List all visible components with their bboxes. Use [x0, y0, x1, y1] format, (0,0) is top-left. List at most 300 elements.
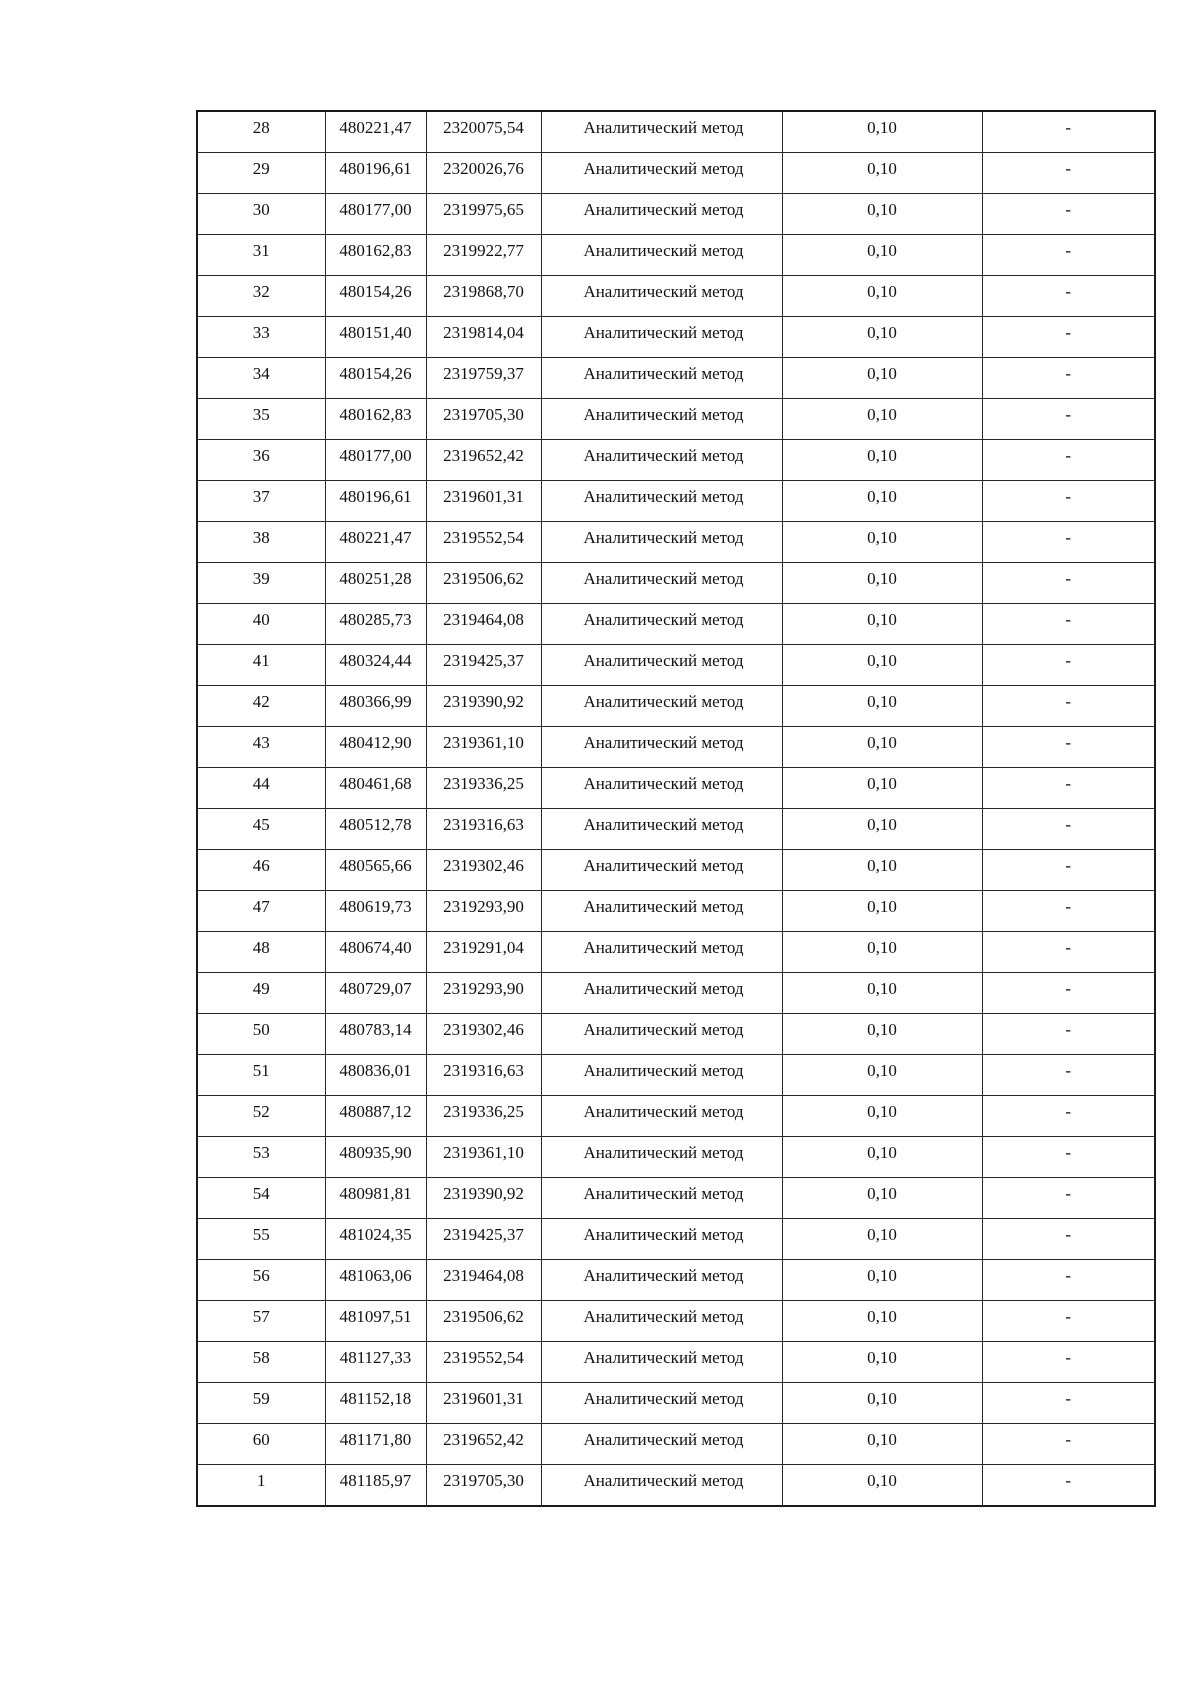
accuracy-cell [782, 891, 982, 932]
y-coordinate-cell-text: 2319390,92 [443, 1184, 524, 1203]
note-cell-text: - [1065, 897, 1072, 916]
table-row [197, 1424, 1155, 1465]
point-number-cell [197, 399, 325, 440]
x-coordinate-cell-text: 481127,33 [339, 1348, 412, 1367]
point-number-cell-text: 43 [252, 733, 270, 752]
y-coordinate-cell [426, 1260, 541, 1301]
method-cell-text: Аналитический метод [583, 610, 744, 629]
method-cell [541, 645, 782, 686]
method-cell [541, 1055, 782, 1096]
note-cell [982, 235, 1155, 276]
note-cell-text: - [1065, 1184, 1072, 1203]
point-number-cell [197, 481, 325, 522]
table-row [197, 686, 1155, 727]
accuracy-cell-text: 0,10 [867, 1143, 897, 1162]
method-cell-text: Аналитический метод [583, 856, 744, 875]
note-cell [982, 809, 1155, 850]
method-cell-text: Аналитический метод [583, 1430, 744, 1449]
x-coordinate-cell-text: 480783,14 [339, 1020, 412, 1039]
y-coordinate-cell-text: 2319922,77 [443, 241, 524, 260]
x-coordinate-cell [325, 1014, 426, 1055]
y-coordinate-cell [426, 440, 541, 481]
accuracy-cell-text: 0,10 [867, 528, 897, 547]
x-coordinate-cell-text: 480729,07 [339, 979, 412, 998]
table-row [197, 1301, 1155, 1342]
y-coordinate-cell-text: 2319506,62 [443, 569, 524, 588]
accuracy-cell-text: 0,10 [867, 733, 897, 752]
x-coordinate-cell [325, 891, 426, 932]
method-cell [541, 194, 782, 235]
accuracy-cell [782, 768, 982, 809]
x-coordinate-cell-text: 480162,83 [339, 241, 412, 260]
x-coordinate-cell [325, 440, 426, 481]
note-cell-text: - [1065, 651, 1072, 670]
note-cell [982, 891, 1155, 932]
method-cell [541, 317, 782, 358]
table-row [197, 563, 1155, 604]
y-coordinate-cell [426, 317, 541, 358]
x-coordinate-cell [325, 604, 426, 645]
y-coordinate-cell-text: 2319464,08 [443, 610, 524, 629]
method-cell-text: Аналитический метод [583, 364, 744, 383]
y-coordinate-cell-text: 2319552,54 [443, 528, 524, 547]
y-coordinate-cell-text: 2319302,46 [443, 856, 524, 875]
note-cell [982, 111, 1155, 153]
x-coordinate-cell-text: 480177,00 [339, 446, 412, 465]
y-coordinate-cell [426, 1219, 541, 1260]
y-coordinate-cell [426, 1342, 541, 1383]
point-number-cell-text: 55 [252, 1225, 270, 1244]
y-coordinate-cell-text: 2319759,37 [443, 364, 524, 383]
x-coordinate-cell-text: 480836,01 [339, 1061, 412, 1080]
note-cell [982, 1137, 1155, 1178]
x-coordinate-cell [325, 235, 426, 276]
method-cell-text: Аналитический метод [583, 200, 744, 219]
point-number-cell [197, 645, 325, 686]
table-row [197, 194, 1155, 235]
note-cell-text: - [1065, 1266, 1072, 1285]
accuracy-cell-text: 0,10 [867, 569, 897, 588]
accuracy-cell [782, 932, 982, 973]
point-number-cell [197, 973, 325, 1014]
table-row [197, 1383, 1155, 1424]
point-number-cell [197, 1260, 325, 1301]
note-cell-text: - [1065, 200, 1072, 219]
y-coordinate-cell-text: 2319601,31 [443, 1389, 524, 1408]
note-cell [982, 1301, 1155, 1342]
x-coordinate-cell-text: 480285,73 [339, 610, 412, 629]
point-number-cell-text: 52 [252, 1102, 270, 1121]
note-cell-text: - [1065, 282, 1072, 301]
y-coordinate-cell-text: 2320075,54 [443, 118, 524, 137]
accuracy-cell-text: 0,10 [867, 856, 897, 875]
method-cell [541, 1383, 782, 1424]
method-cell-text: Аналитический метод [583, 1184, 744, 1203]
point-number-cell-text: 59 [252, 1389, 270, 1408]
method-cell-text: Аналитический метод [583, 118, 744, 137]
method-cell-text: Аналитический метод [583, 282, 744, 301]
note-cell-text: - [1065, 856, 1072, 875]
note-cell [982, 1342, 1155, 1383]
accuracy-cell-text: 0,10 [867, 651, 897, 670]
table-row [197, 1096, 1155, 1137]
note-cell [982, 973, 1155, 1014]
table-row [197, 850, 1155, 891]
note-cell-text: - [1065, 1471, 1072, 1490]
x-coordinate-cell [325, 563, 426, 604]
point-number-cell [197, 1342, 325, 1383]
note-cell [982, 317, 1155, 358]
point-number-cell-text: 29 [252, 159, 270, 178]
note-cell-text: - [1065, 1225, 1072, 1244]
method-cell-text: Аналитический метод [583, 241, 744, 260]
y-coordinate-cell-text: 2319814,04 [443, 323, 524, 342]
accuracy-cell-text: 0,10 [867, 446, 897, 465]
accuracy-cell [782, 522, 982, 563]
table-row [197, 153, 1155, 194]
y-coordinate-cell-text: 2319361,10 [443, 733, 524, 752]
table-row [197, 768, 1155, 809]
table-row [197, 399, 1155, 440]
point-number-cell [197, 522, 325, 563]
note-cell-text: - [1065, 446, 1072, 465]
point-number-cell-text: 28 [252, 118, 270, 137]
y-coordinate-cell [426, 1383, 541, 1424]
note-cell [982, 1096, 1155, 1137]
accuracy-cell [782, 276, 982, 317]
x-coordinate-cell [325, 399, 426, 440]
x-coordinate-cell-text: 480151,40 [339, 323, 412, 342]
x-coordinate-cell-text: 480981,81 [339, 1184, 412, 1203]
y-coordinate-cell-text: 2319425,37 [443, 1225, 524, 1244]
accuracy-cell-text: 0,10 [867, 323, 897, 342]
note-cell-text: - [1065, 487, 1072, 506]
x-coordinate-cell [325, 932, 426, 973]
table-row [197, 973, 1155, 1014]
y-coordinate-cell-text: 2319425,37 [443, 651, 524, 670]
method-cell [541, 1465, 782, 1507]
table-row [197, 1260, 1155, 1301]
method-cell-text: Аналитический метод [583, 487, 744, 506]
accuracy-cell [782, 481, 982, 522]
accuracy-cell [782, 1424, 982, 1465]
y-coordinate-cell-text: 2319302,46 [443, 1020, 524, 1039]
point-number-cell [197, 686, 325, 727]
note-cell-text: - [1065, 938, 1072, 957]
note-cell [982, 481, 1155, 522]
point-number-cell-text: 39 [252, 569, 270, 588]
point-number-cell-text: 48 [252, 938, 270, 957]
note-cell-text: - [1065, 1143, 1072, 1162]
method-cell [541, 1178, 782, 1219]
table-row [197, 932, 1155, 973]
point-number-cell-text: 32 [252, 282, 270, 301]
method-cell [541, 481, 782, 522]
note-cell-text: - [1065, 1389, 1072, 1408]
method-cell [541, 1342, 782, 1383]
note-cell [982, 1465, 1155, 1507]
y-coordinate-cell [426, 1424, 541, 1465]
accuracy-cell-text: 0,10 [867, 1307, 897, 1326]
point-number-cell-text: 37 [252, 487, 270, 506]
y-coordinate-cell [426, 768, 541, 809]
x-coordinate-cell-text: 480366,99 [339, 692, 412, 711]
accuracy-cell [782, 1137, 982, 1178]
y-coordinate-cell-text: 2319293,90 [443, 897, 524, 916]
note-cell [982, 1219, 1155, 1260]
point-number-cell-text: 31 [252, 241, 270, 260]
x-coordinate-cell-text: 480221,47 [339, 528, 412, 547]
accuracy-cell [782, 727, 982, 768]
y-coordinate-cell [426, 1301, 541, 1342]
y-coordinate-cell-text: 2319464,08 [443, 1266, 524, 1285]
x-coordinate-cell [325, 1055, 426, 1096]
point-number-cell-text: 44 [252, 774, 270, 793]
x-coordinate-cell [325, 481, 426, 522]
y-coordinate-cell [426, 1137, 541, 1178]
method-cell-text: Аналитический метод [583, 815, 744, 834]
method-cell [541, 932, 782, 973]
x-coordinate-cell-text: 480412,90 [339, 733, 412, 752]
y-coordinate-cell-text: 2319316,63 [443, 815, 524, 834]
accuracy-cell-text: 0,10 [867, 979, 897, 998]
x-coordinate-cell-text: 480196,61 [339, 487, 412, 506]
point-number-cell [197, 563, 325, 604]
note-cell-text: - [1065, 323, 1072, 342]
x-coordinate-cell [325, 1178, 426, 1219]
y-coordinate-cell-text: 2319975,65 [443, 200, 524, 219]
note-cell [982, 850, 1155, 891]
y-coordinate-cell [426, 1096, 541, 1137]
accuracy-cell [782, 317, 982, 358]
method-cell [541, 358, 782, 399]
point-number-cell [197, 1465, 325, 1507]
point-number-cell-text: 54 [252, 1184, 270, 1203]
accuracy-cell-text: 0,10 [867, 938, 897, 957]
note-cell-text: - [1065, 241, 1072, 260]
point-number-cell [197, 317, 325, 358]
note-cell [982, 604, 1155, 645]
y-coordinate-cell-text: 2319361,10 [443, 1143, 524, 1162]
accuracy-cell [782, 235, 982, 276]
table-row [197, 1137, 1155, 1178]
point-number-cell [197, 440, 325, 481]
x-coordinate-cell-text: 481171,80 [339, 1430, 412, 1449]
table-row [197, 317, 1155, 358]
accuracy-cell [782, 973, 982, 1014]
point-number-cell [197, 891, 325, 932]
accuracy-cell [782, 440, 982, 481]
method-cell-text: Аналитический метод [583, 1020, 744, 1039]
x-coordinate-cell-text: 480935,90 [339, 1143, 412, 1162]
x-coordinate-cell [325, 276, 426, 317]
method-cell-text: Аналитический метод [583, 1225, 744, 1244]
table-row [197, 522, 1155, 563]
note-cell [982, 1055, 1155, 1096]
method-cell [541, 604, 782, 645]
point-number-cell [197, 1137, 325, 1178]
accuracy-cell-text: 0,10 [867, 159, 897, 178]
coordinates-table [196, 110, 1156, 1507]
accuracy-cell-text: 0,10 [867, 774, 897, 793]
note-cell-text: - [1065, 733, 1072, 752]
method-cell-text: Аналитический метод [583, 405, 744, 424]
accuracy-cell [782, 1465, 982, 1507]
point-number-cell-text: 47 [252, 897, 270, 916]
note-cell [982, 768, 1155, 809]
x-coordinate-cell [325, 1465, 426, 1507]
accuracy-cell [782, 1219, 982, 1260]
point-number-cell-text: 1 [257, 1471, 266, 1490]
y-coordinate-cell [426, 727, 541, 768]
x-coordinate-cell [325, 194, 426, 235]
accuracy-cell [782, 645, 982, 686]
y-coordinate-cell [426, 645, 541, 686]
method-cell-text: Аналитический метод [583, 1307, 744, 1326]
x-coordinate-cell [325, 522, 426, 563]
accuracy-cell-text: 0,10 [867, 1471, 897, 1490]
method-cell [541, 1219, 782, 1260]
y-coordinate-cell-text: 2319293,90 [443, 979, 524, 998]
note-cell [982, 563, 1155, 604]
note-cell-text: - [1065, 692, 1072, 711]
point-number-cell [197, 153, 325, 194]
y-coordinate-cell-text: 2319601,31 [443, 487, 524, 506]
x-coordinate-cell-text: 480887,12 [339, 1102, 412, 1121]
note-cell-text: - [1065, 1348, 1072, 1367]
y-coordinate-cell-text: 2319552,54 [443, 1348, 524, 1367]
x-coordinate-cell-text: 480461,68 [339, 774, 412, 793]
point-number-cell-text: 42 [252, 692, 270, 711]
method-cell-text: Аналитический метод [583, 569, 744, 588]
point-number-cell-text: 41 [252, 651, 270, 670]
accuracy-cell [782, 358, 982, 399]
y-coordinate-cell-text: 2319390,92 [443, 692, 524, 711]
point-number-cell-text: 30 [252, 200, 270, 219]
y-coordinate-cell-text: 2319336,25 [443, 1102, 524, 1121]
y-coordinate-cell-text: 2320026,76 [443, 159, 524, 178]
x-coordinate-cell-text: 481024,35 [339, 1225, 412, 1244]
accuracy-cell [782, 1342, 982, 1383]
note-cell [982, 522, 1155, 563]
method-cell [541, 399, 782, 440]
point-number-cell [197, 1301, 325, 1342]
table-row [197, 358, 1155, 399]
method-cell-text: Аналитический метод [583, 938, 744, 957]
method-cell-text: Аналитический метод [583, 733, 744, 752]
point-number-cell [197, 358, 325, 399]
method-cell [541, 1260, 782, 1301]
accuracy-cell-text: 0,10 [867, 241, 897, 260]
x-coordinate-cell-text: 480154,26 [339, 364, 412, 383]
point-number-cell [197, 111, 325, 153]
method-cell [541, 563, 782, 604]
y-coordinate-cell [426, 1014, 541, 1055]
x-coordinate-cell-text: 480162,83 [339, 405, 412, 424]
accuracy-cell [782, 1055, 982, 1096]
x-coordinate-cell [325, 645, 426, 686]
note-cell-text: - [1065, 118, 1072, 137]
y-coordinate-cell-text: 2319316,63 [443, 1061, 524, 1080]
accuracy-cell [782, 809, 982, 850]
point-number-cell [197, 727, 325, 768]
point-number-cell-text: 36 [252, 446, 270, 465]
y-coordinate-cell [426, 809, 541, 850]
table-row [197, 276, 1155, 317]
note-cell-text: - [1065, 159, 1072, 178]
method-cell [541, 809, 782, 850]
note-cell-text: - [1065, 364, 1072, 383]
method-cell-text: Аналитический метод [583, 1348, 744, 1367]
note-cell-text: - [1065, 1020, 1072, 1039]
table-row [197, 645, 1155, 686]
point-number-cell [197, 1219, 325, 1260]
method-cell-text: Аналитический метод [583, 1102, 744, 1121]
point-number-cell-text: 53 [252, 1143, 270, 1162]
accuracy-cell-text: 0,10 [867, 1184, 897, 1203]
y-coordinate-cell-text: 2319652,42 [443, 446, 524, 465]
note-cell-text: - [1065, 1430, 1072, 1449]
method-cell-text: Аналитический метод [583, 323, 744, 342]
point-number-cell [197, 1055, 325, 1096]
method-cell [541, 1301, 782, 1342]
x-coordinate-cell [325, 1383, 426, 1424]
y-coordinate-cell [426, 399, 541, 440]
y-coordinate-cell [426, 358, 541, 399]
accuracy-cell-text: 0,10 [867, 200, 897, 219]
note-cell [982, 727, 1155, 768]
table-row [197, 727, 1155, 768]
point-number-cell [197, 194, 325, 235]
accuracy-cell-text: 0,10 [867, 610, 897, 629]
method-cell-text: Аналитический метод [583, 1471, 744, 1490]
note-cell [982, 1260, 1155, 1301]
table-row [197, 1465, 1155, 1507]
y-coordinate-cell-text: 2319506,62 [443, 1307, 524, 1326]
point-number-cell-text: 51 [252, 1061, 270, 1080]
accuracy-cell [782, 604, 982, 645]
x-coordinate-cell [325, 111, 426, 153]
x-coordinate-cell [325, 1342, 426, 1383]
x-coordinate-cell [325, 768, 426, 809]
point-number-cell [197, 768, 325, 809]
x-coordinate-cell [325, 153, 426, 194]
accuracy-cell-text: 0,10 [867, 1389, 897, 1408]
x-coordinate-cell [325, 973, 426, 1014]
accuracy-cell-text: 0,10 [867, 487, 897, 506]
note-cell-text: - [1065, 815, 1072, 834]
method-cell [541, 850, 782, 891]
point-number-cell-text: 46 [252, 856, 270, 875]
method-cell [541, 891, 782, 932]
point-number-cell-text: 60 [252, 1430, 270, 1449]
point-number-cell [197, 235, 325, 276]
y-coordinate-cell [426, 1465, 541, 1507]
accuracy-cell-text: 0,10 [867, 1430, 897, 1449]
x-coordinate-cell-text: 480196,61 [339, 159, 412, 178]
x-coordinate-cell-text: 480154,26 [339, 282, 412, 301]
accuracy-cell [782, 563, 982, 604]
x-coordinate-cell [325, 1219, 426, 1260]
method-cell [541, 1424, 782, 1465]
accuracy-cell-text: 0,10 [867, 1266, 897, 1285]
accuracy-cell [782, 850, 982, 891]
note-cell [982, 1383, 1155, 1424]
point-number-cell-text: 50 [252, 1020, 270, 1039]
table-row [197, 1219, 1155, 1260]
method-cell-text: Аналитический метод [583, 692, 744, 711]
accuracy-cell-text: 0,10 [867, 282, 897, 301]
